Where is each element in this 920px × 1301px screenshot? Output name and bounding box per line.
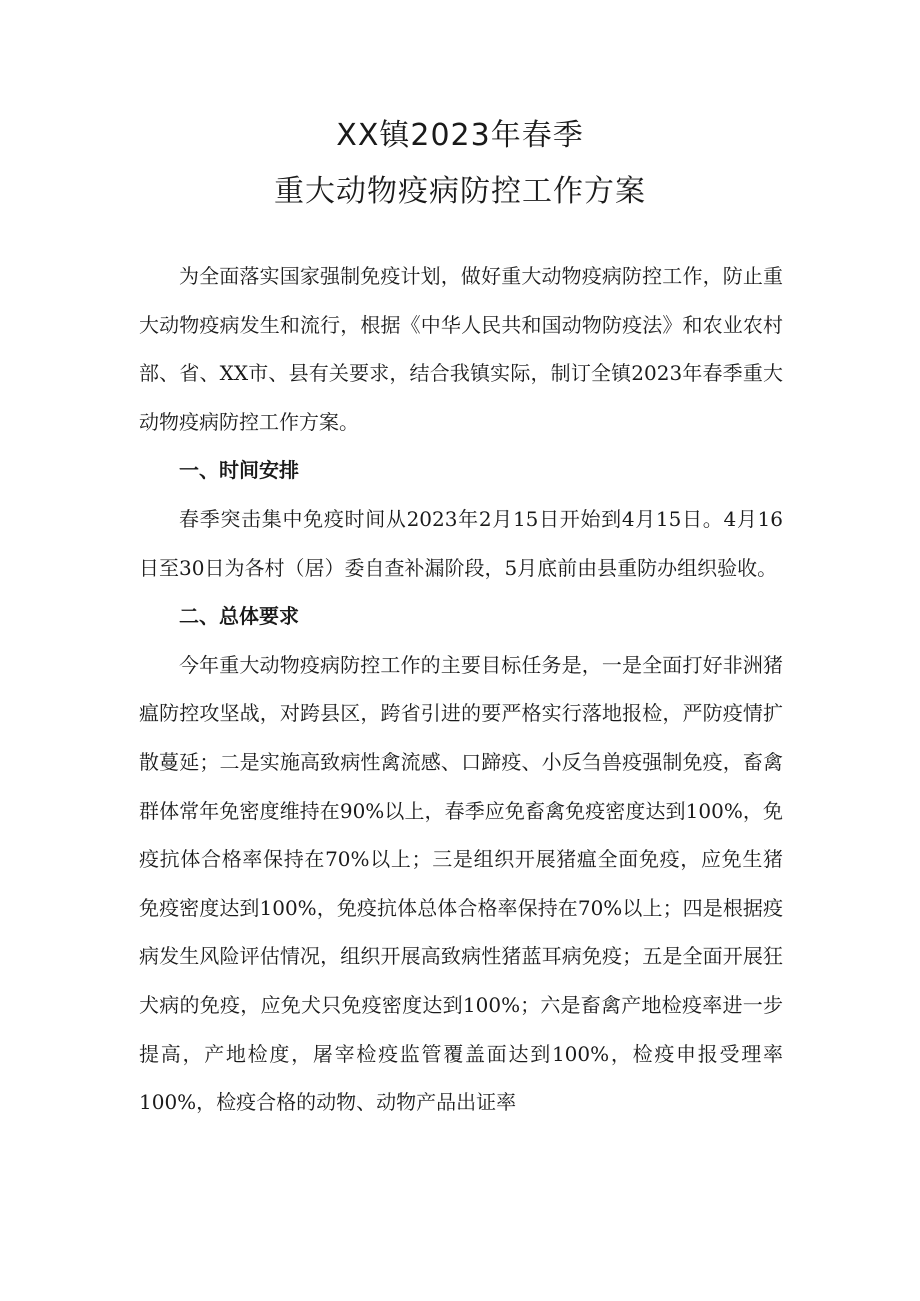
title-line-2: 重大动物疫病防控工作方案 <box>274 174 646 209</box>
title-line-1: XX镇2023年春季 <box>336 118 584 153</box>
section-heading-schedule: 一、时间安排 <box>179 458 299 483</box>
document-body <box>139 252 783 1127</box>
section-heading-requirements: 二、总体要求 <box>179 604 299 629</box>
document-title <box>0 108 920 220</box>
requirements-paragraph: 今年重大动物疫病防控工作的主要目标任务是，一是全面打好非洲猪瘟防控攻坚战，对跨县区，跨省引进的要严格实行落地报检，严防疫情扩散蔓延；二是实施高致病性禽流感、口蹄疫、小反刍兽疫强制免疫，畜禽群体常年免密度维持在90%以上，春季应免畜禽免疫密度达到100%，免疫抗体合格率保持在70%以上；三是组织开展猪瘟全面免疫，应免生猪免疫密度达到100%，免疫抗体总体合格率保持在70%以上；四是根据疫病发生风险评估情况，组织开展高致病性猪蓝耳病免疫；五是全面开展狂犬病的免疫，应免犬只免疫密度达到100%；六是畜禽产地检疫率进一步提高，产地检度，屠宰检疫监管覆盖面达到100%，检疫申报受理率100%，检疫合格的动物、动物产品出证率 <box>139 652 783 1115</box>
schedule-paragraph: 春季突击集中免疫时间从2023年2月15日开始到4月15日。4月16日至30日为各村（居）委自查补漏阶段，5月底前由县重防办组织验收。 <box>139 506 783 580</box>
intro-paragraph: 为全面落实国家强制免疫计划，做好重大动物疫病防控工作，防止重大动物疫病发生和流行，根据《中华人民共和国动物防疫法》和农业农村部、省、XX市、县有关要求，结合我镇实际，制订全镇2023年春季重大动物疫病防控工作方案。 <box>139 264 783 434</box>
